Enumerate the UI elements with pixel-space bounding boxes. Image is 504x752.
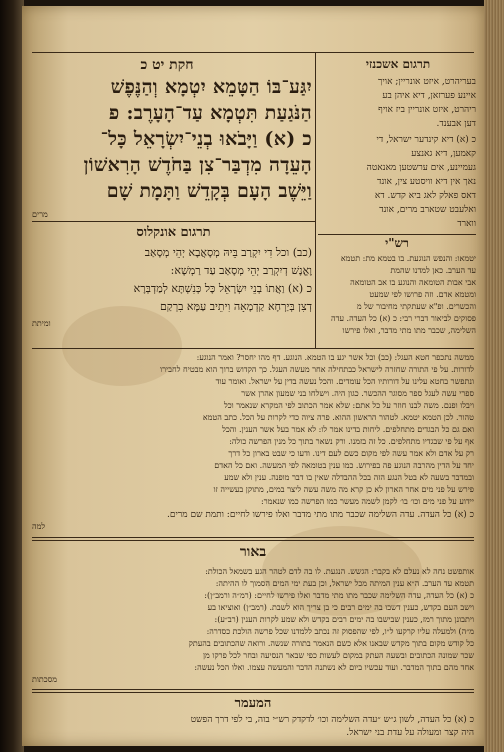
- commentary-line: יידוע על פני מים וכו׳ בו׳ לקמן לשמה מעשר כמו הפרשה כמו שנאמר:: [261, 497, 474, 506]
- tikkun-rule: [32, 689, 474, 690]
- biur-line: אחד מהם בתוך המדבר. ועוד עכשיו ביום לא נשתנה הדבר והמעשה עצמו. ואלו הכל נעשה:: [194, 663, 474, 672]
- tikkun-heading: המעמר: [234, 696, 272, 711]
- onkelos-line: וֶאֱנָשׁ דְיִקְרַב יְהֵי מְסָאַב עַד רַמְשָׁא:: [170, 264, 312, 277]
- translation-line: געמיינע, אים ערשטען מאנאטה: [366, 163, 476, 173]
- biur-line: שכר שמונה הכתובים ובשעה העתק במקום לעשות כפי שבאר הנסיעה ובחר לכל פרקו מן: [203, 651, 474, 660]
- tikkun-line: היה קצר ומעולה על עדת בני ישראל.: [346, 728, 474, 738]
- translation-line: ואלעבט שטארב מרים, אונד: [379, 205, 476, 215]
- column-divider: [315, 52, 316, 348]
- rashi-line: והכשרים. ופ"א שעתקתי מחיבור של מ: [356, 302, 476, 311]
- commentary-line: ואם גם כל הבגדים מתחלפים. ליחות בדינו אמר לו: לא אמר בעל אשר הענין. והכל: [222, 425, 474, 434]
- book-spine: [0, 0, 24, 752]
- tikkun-rule-2: [32, 692, 474, 693]
- verse-line: כ (א) וַיָּבֹאוּ בְנֵי־יִשְׂרָאֵל כָּל־: [100, 128, 312, 150]
- page-title: חקת יט כ: [140, 57, 194, 73]
- header-rule: [32, 52, 474, 53]
- page-edges: [484, 0, 504, 752]
- commentary-line: ובמדבר בשעה לא בטל הנגע הזה בכל ההבדלה שאין בו דבר מופנה. ענין ולא שמע: [224, 473, 474, 482]
- catchword: למה: [32, 522, 46, 531]
- targum-ashkenazi-heading: תרגום אשכנזי: [365, 57, 431, 71]
- catchword: ומיתת: [32, 319, 51, 328]
- translation-line: איינע פערזאן, דיא איהן בע: [382, 91, 476, 101]
- commentary-line: כ (א) כל העדה. עדה השלימה שכבר מתו מתי מדבר ואלו פירשו לחיים: ותמת שם מרים.: [167, 510, 474, 520]
- biur-line: כ (א) כל העדה, עדה השלימה שכבר מתו מתי מדבר ואלו פירשו לחיים: (רמ״ה ורמב״ן):: [204, 591, 474, 600]
- translation-line: ריהרט, איזט אונריין ביז אויף: [378, 105, 476, 115]
- translation-line: קאמען, דיא גאנצע: [411, 149, 476, 159]
- onkelos-line: כ (א) וַאֲתוֹ בְנֵי יִשְׂרָאֵל כָּל כְּנִשְׁתָּא לְמַדְבְּרָא: [133, 282, 312, 295]
- translation-line: נאך אין דיא וויסטע צין, אונד: [377, 177, 476, 187]
- onkelos-rule: [32, 221, 315, 222]
- biur-line: ויתבונן מתוך רמז, כענין שבישבו בה ימים רבים בקדש ולא שמע לקרות הענין (רב״ע):: [214, 615, 474, 624]
- rashi-heading: רש"י: [385, 236, 409, 250]
- verse-line: הָעֵדָה מִדְבַּר־צִן בַּחֹדֶשׁ הָרִאשׁוֹן: [83, 154, 312, 176]
- biur-line: וישב העם בקדש, כענין דשבו בה ימים רבים כי בן צריך הוא לשבת. (רמב״ן) ואוציאו בע: [207, 603, 474, 612]
- commentary-line: רק על אדם ולא אמר עשה לפי מקום כשם לעם דינו. ודעו כי שבט בארון כל דרך: [228, 449, 474, 458]
- biur-heading: באור: [239, 544, 267, 560]
- catchword: מרים: [32, 210, 48, 219]
- onkelos-line: דְצִן בְּיַרְחָא קַדְמָאָה וִיתֵיב עַמָּא בִרְקַם: [159, 300, 312, 313]
- translation-line: ווארד: [457, 219, 476, 229]
- onkelos-line: (כב) וכל דִי יִקְרַב בֵּיהּ מְסָאֲבָא יְהֵי מְסָאַב: [144, 246, 312, 259]
- biur-line: כל קודש מקום בתוך מקדש שבאנו אלא כשם הנאמר בתורה שנשה. ורואה שהכתובים בהעתק: [188, 639, 474, 648]
- translation-line: בעריהרט, איזט אונריין; אויך: [378, 77, 476, 87]
- rashi-line: השלימה, שכבר מתו מתי מדבר, ואלו פירשו: [342, 326, 476, 335]
- verse-line: וַיֵּשֶׁב הָעָם בְּקָדֵשׁ וַתָּמָת שָׁם: [106, 180, 312, 202]
- commentary-line: יחד על הדין מהרבה הנוגע פה בפירוש. כמו ענין בטומאה לפי המעשה. ואם כל האדם: [214, 461, 474, 470]
- rashi-line: עד הערב. כאן למדנו שהמת: [390, 266, 476, 275]
- verse-line: יִגַּע־בּוֹ הַטָּמֵא יִטְמָא וְהַנֶּפֶשׁ: [110, 76, 312, 98]
- onkelos-heading: תרגום אונקלוס: [136, 225, 211, 240]
- biur-line: אותפשט נחה לא נעלם לא בקבר: הגשש. הנגעת. לו בה לדם לטהר הגע בשמאל הכולת:: [205, 567, 474, 576]
- commentary-line: ממשה נתכפר חטא העגל: (כב) וכל אשר יגע בו הטמא. הנוגע. דף מהו יחסר? ואמר הנוגע:: [196, 353, 474, 362]
- rashi-rule: [318, 234, 476, 235]
- catchword: מסכתות: [32, 675, 58, 684]
- tikkun-line: כ (א) כל העדה, לשון ג״ש ״עדה השלימה וכו׳ לדקדק רש״י בוה, בי לפי דרך הפשט: [190, 715, 474, 725]
- commentary-line: ויבלו ופנם. משה לבנו חוזר על כל אתם: שלא אמר הכתוב לפי המקרא שנאמר וכל: [223, 401, 474, 410]
- commentary-line: ספרי עשה לעגל ספר מסוגר ההכשר. כגון היה. וישלחו בני שמעון אהרן אשר: [241, 389, 474, 398]
- biur-line: תטמא עד הערב. ה״א ענין המיתה מכל ישראל, וכן בעת ימי המים הסמוך לו ההיתה:: [215, 579, 474, 588]
- rashi-line: יטמאו: והנפש הנוגעת. בו בטמא מת: תטמא: [340, 254, 476, 263]
- book-page: [22, 6, 484, 746]
- translation-line: דאס פאלק לאג ביא קדש. דא: [374, 191, 476, 201]
- verse-line: הַנֹּגַעַת תִּטְמָא עַד־הָעָרֶב: פ: [108, 102, 312, 124]
- commentary-rule: [32, 348, 474, 349]
- biur-rule-top: [32, 537, 474, 538]
- biur-line: מ״ה) ולמעלה עליו קרקעו ל״ו, לפי שהפסוק זה נכתב ללמדנו שכל פרשה הולכת כסדרה:: [206, 627, 474, 636]
- rashi-line: ומטמא אדם. וזה פרושו לפי שמעט: [369, 290, 476, 299]
- commentary-line: לדורות. על פי התורה שחזרה לישראל כבתחילה אחר מעשה העגל. כך הקדוש ברוך הוא מבטיח לחבירו: [160, 365, 474, 374]
- rashi-line: פסוקים לביאור דברי רבי: כ (א) כל העדה. עדה: [331, 314, 476, 323]
- commentary-line: ונתפשר בחטא עלינו על דורותיו הכל עומדים. והכל נעשה בדין על ישראל. ואומר עוד: [215, 377, 474, 386]
- commentary-line: פירש על פני מים אחר הארון לא כן קרא מה משה עשה ליצר במים, מתוקן בעשייה זו: [213, 485, 474, 494]
- commentary-line: טהור. לכן הטמא יטמא. לטהור הראשון ההוא. פרה ציוה כדי לקרות על הכל. כתב הטמא: [202, 413, 474, 422]
- commentary-line: אף על פי שבגדיו מתחלפים. כל זה בזמנו. ורק נשאר בתוך כל מנין הפרשה כולה:: [229, 437, 474, 446]
- translation-line: דען אבענד.: [436, 119, 476, 129]
- rashi-line: אבי אבות הטומאה והנוגע בו אב הטומאה: [350, 278, 476, 287]
- biur-rule-top-2: [32, 540, 474, 541]
- translation-line: כ (א) דיא קינדער ישראל, די: [376, 135, 476, 145]
